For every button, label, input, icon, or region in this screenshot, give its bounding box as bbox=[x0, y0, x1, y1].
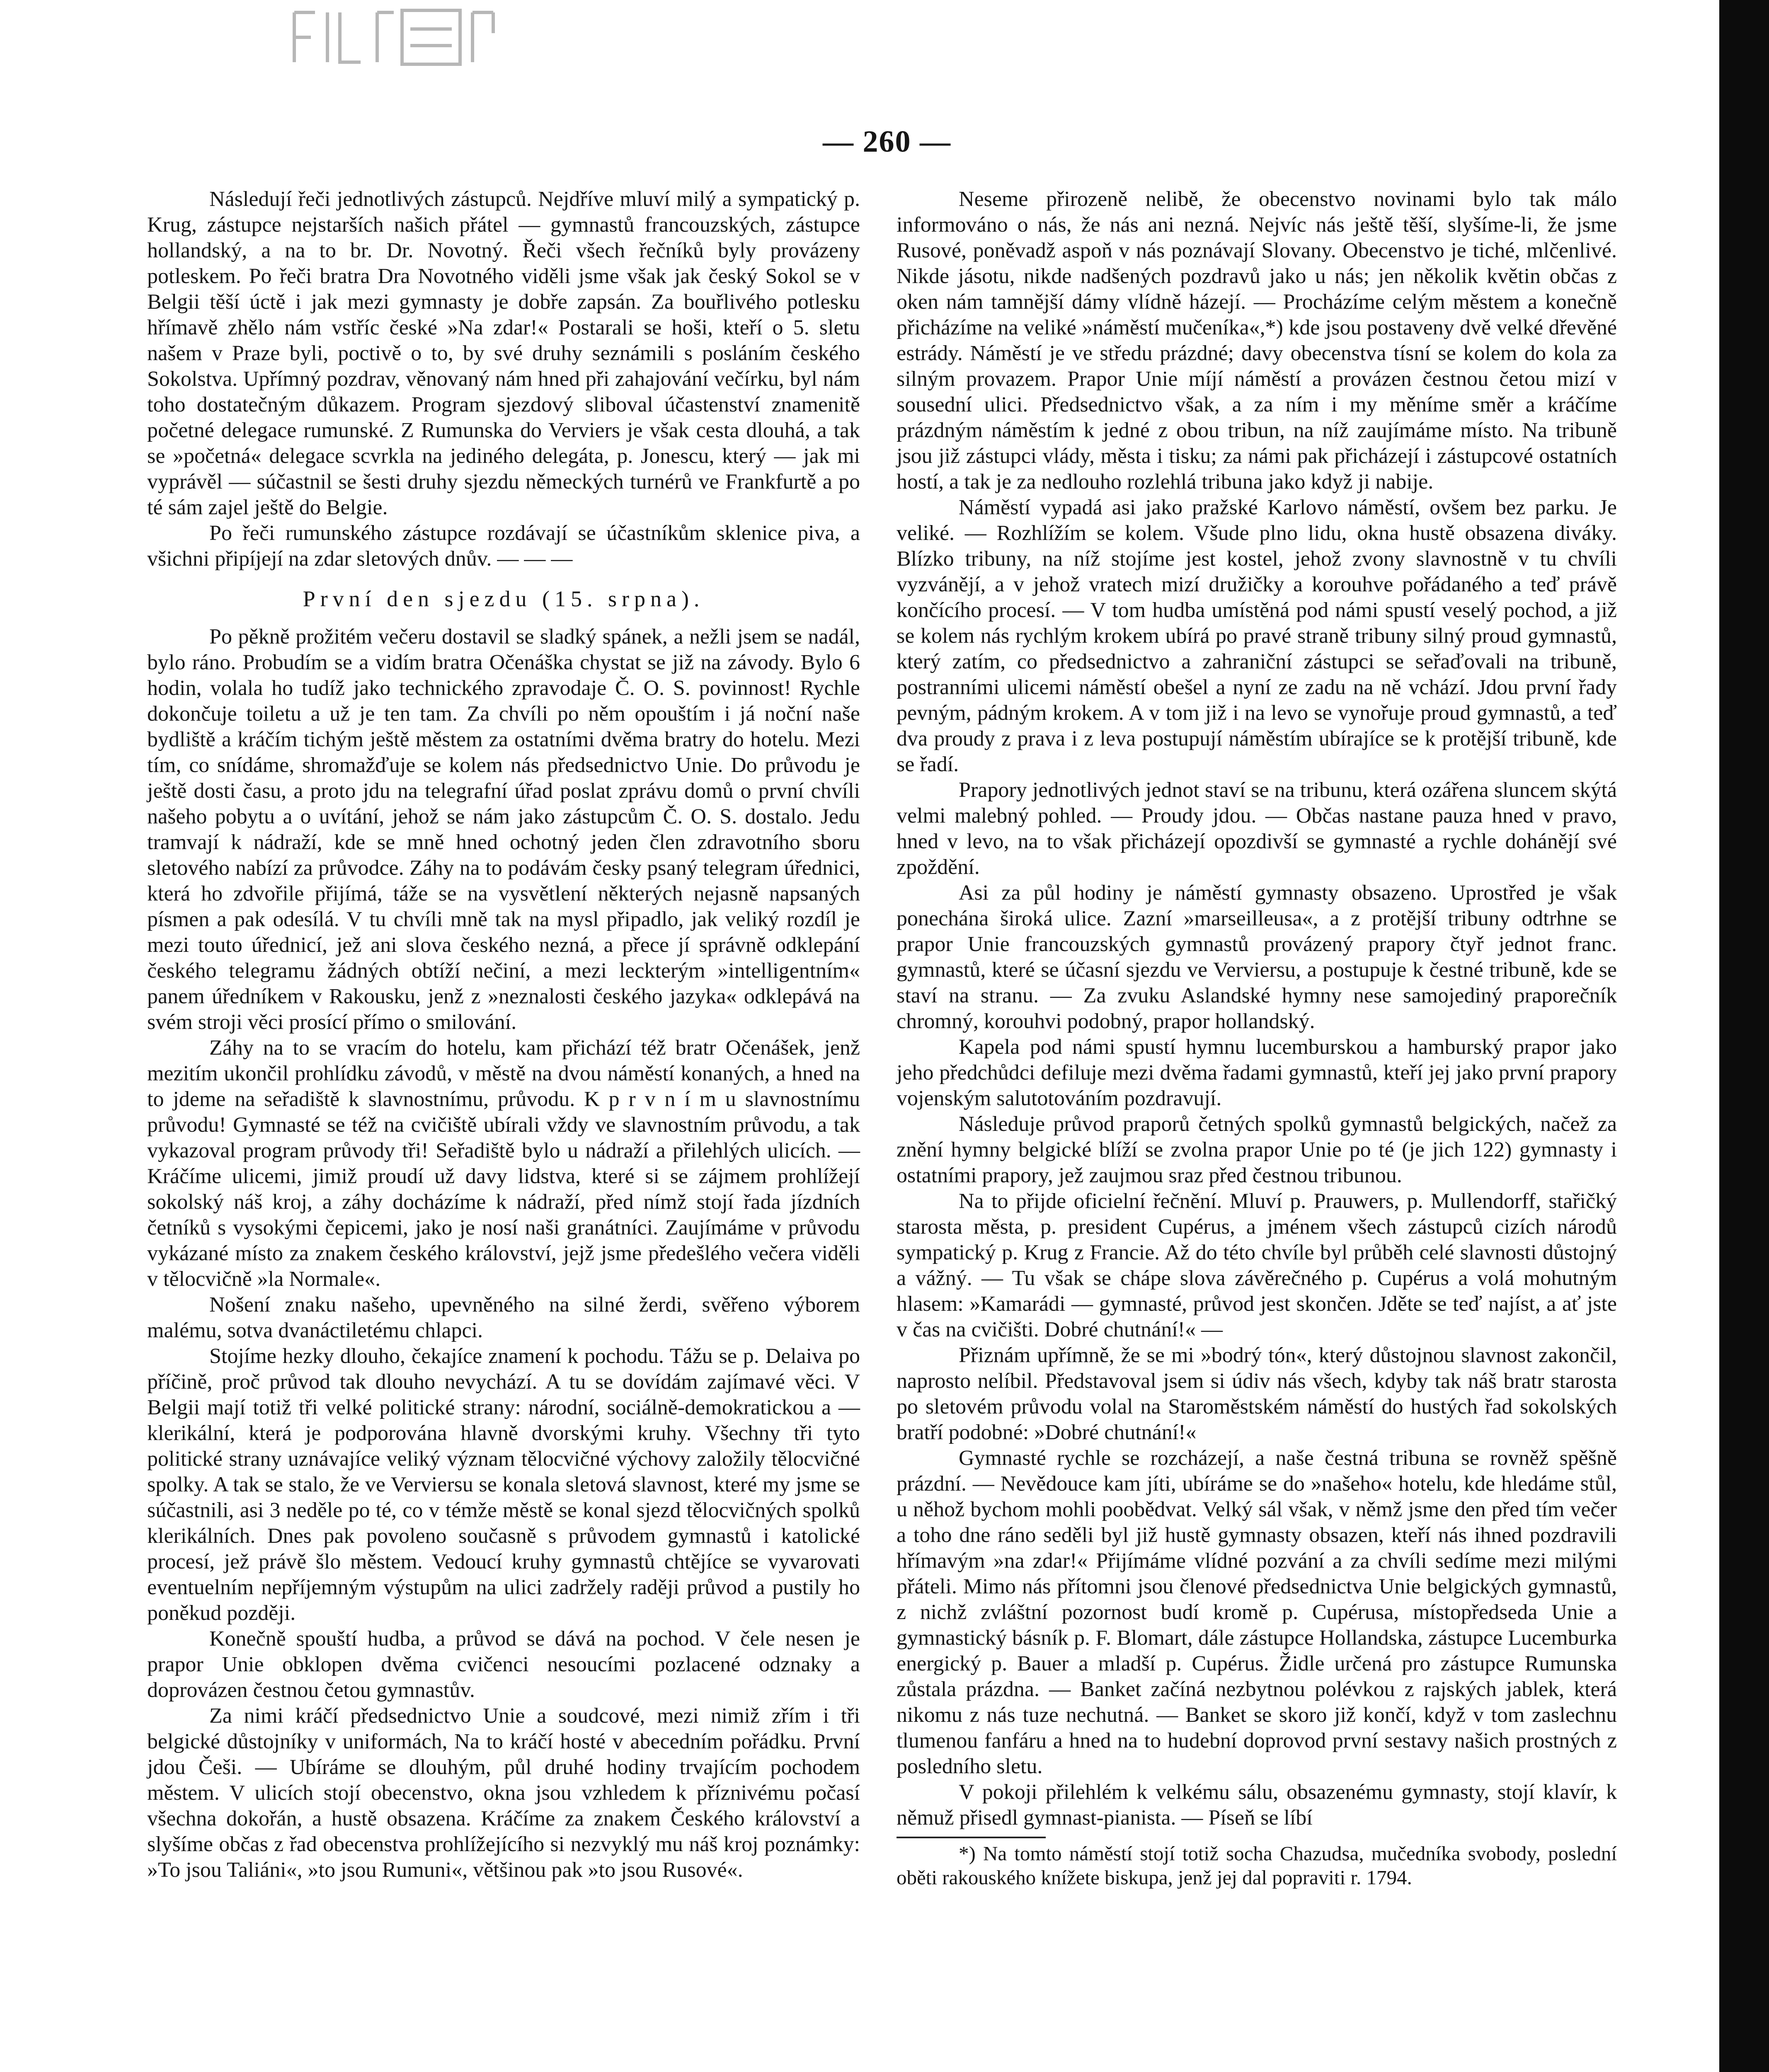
right-column-paragraphs bbox=[897, 186, 1617, 1831]
paragraph: Následují řeči jednotlivých zástupců. Nejdříve mluví milý a sympatický p. Krug, zástupce nejstarších našich přátel — gymnastů francouzských, zástupce hollandský, a na to br. Dr. Novotný. Řeči všech řečníků byly provázeny potleskem. Po řeči bratra Dra Novotného viděli jsme však jak český Sokol se v Belgii těší úctě i jak mezi gymnasty je dobře zapsán. Za bouřlivého potlesku hřímavě zhělo nám vstříc české »Na zdar!« Postarali se hoši, kteří o 5. sletu našem v Praze byli, poctivě o to, by své druhy seznámili s posláním českého Sokolstva. Upřímný pozdrav, věnovaný nám hned při zahajování večírku, byl nám toho dostatečným důkazem. Program sjezdový sliboval účastenství znamenitě početné delegace rumunské. Z Rumunska do Verviers je však cesta dlouhá, a tak se »početná« delegace scvrkla na jediného delegáta, p. Jonescu, který — jak mi vyprávěl — súčastnil se šesti druhy sjezdu německých turnérů ve Frankfurtě a po té sám zajel ještě do Belgie. bbox=[147, 187, 860, 519]
paragraph: Prapory jednotlivých jednot staví se na tribunu, která ozářena sluncem skýtá velmi malebný pohled. — Proudy jdou. — Občas nastane pauza hned v pravo, hned v levo, na to však přicházejí opozdivší se gymnasté a rychle dohánějí své zpoždění. bbox=[897, 778, 1617, 879]
paragraph: Konečně spouští hudba, a průvod se dává na pochod. V čele nesen je prapor Unie obklopen dvěma cvičenci nesoucími pozlacené odznaky a doprovázen čestnou četou gymnastův. bbox=[147, 1627, 860, 1702]
footnote: *) Na tomto náměstí stojí totiž socha Chazudsa, mučedníka svobody, poslední oběti rakouského knížete biskupa, jenž jej dal popraviti r. 1794. bbox=[897, 1842, 1617, 1889]
paragraph: Následuje průvod praporů četných spolků gymnastů belgických, načež za znění hymny belgické blíží se zvolna prapor Unie po té (je jich 122) gymnasty i ostatními prapory, jež zaujmou sraz před čestnou tribunou. bbox=[897, 1112, 1617, 1187]
paragraph: Nošení znaku našeho, upevněného na silné žerdi, svěřeno výborem malému, sotva dvanáctiletému chlapci. bbox=[147, 1293, 860, 1342]
footnote-rule bbox=[897, 1837, 1046, 1838]
paragraph: Po řeči rumunského zástupce rozdávají se účastníkům sklenice piva, a všichni připíjejí na zdar sletových dnův. — — — bbox=[147, 521, 860, 571]
paragraph: V pokoji přilehlém k velkému sálu, obsazenému gymnasty, stojí klavír, k němuž přisedl gymnast-pianista. — Píseň se líbí bbox=[897, 1780, 1617, 1830]
paragraph: Záhy na to se vracím do hotelu, kam přichází též bratr Očenášek, jenž mezitím ukončil prohlídku závodů, v městě na dvou náměstí konaných, a hned na to jdeme na seřadiště k slavnostnímu, průvodu. K p r v n í m u slavnostnímu průvodu! Gymnasté se též na cvičiště ubírali vždy ve slavnostním průvodu, a tak vykazoval program průvody tři! Seřadiště bylo u nádraží a přilehlých ulicích. — Kráčíme ulicemi, jimiž proudí už davy lidstva, které si se zájmem prohlížejí sokolský náš kroj, a záhy docházíme k nádraží, před nímž stojí řada jízdních četníků s vysokými čepicemi, jako je nosí naši granátníci. Zaujímáme v průvodu vykázané místo za znakem českého království, jejž jsme předešlého večera viděli v tělocvičně »la Normale«. bbox=[147, 1036, 860, 1291]
page-number: — 260 — bbox=[823, 125, 951, 159]
paragraph: Stojíme hezky dlouho, čekajíce znamení k pochodu. Tážu se p. Delaiva po příčině, proč průvod tak dlouho nevychází. A tu se dovídám zajímavé věci. V Belgii mají totiž tři velké politické strany: národní, sociálně-demokratickou a — klerikální, která je podporována hlavně dvorskými kruhy. Všechny tři tyto politické strany uznávajíce veliký význam tělocvičné výchovy založily tělocvičné spolky. A tak se stalo, že ve Verviersu se konala sletová slavnost, které my jsme se súčastnili, asi 3 neděle po té, co v témže městě se konal sjezd tělocvičných spolků klerikálních. Dnes pak povoleno současně s průvodem gymnastů i katolické procesí, jež právě šlo městem. Vedoucí kruhy gymnastů chtějíce se vyvarovati eventuelním nepříjemným výstupům na ulici zadržely raději průvod a pustily ho poněkud později. bbox=[147, 1344, 860, 1625]
paragraph: Na to přijde oficielní řečnění. Mluví p. Prauwers, p. Mullendorff, stařičký starosta města, p. president Cupérus, a jménem všech zástupců cizích národů sympatický p. Krug z Francie. Až do této chvíle byl průběh celé slavnosti důstojný a vážný. — Tu však se chápe slova závěrečného p. Cupérus a volá mohutným hlasem: »Kamarádi — gymnasté, průvod jest skončen. Jděte se teď najíst, a ať jste v čas na cvičišti. Dobré chutnání!« — bbox=[897, 1189, 1617, 1341]
paragraph: Náměstí vypadá asi jako pražské Karlovo náměstí, ovšem bez parku. Je veliké. — Rozhlížím se kolem. Všude plno lidu, okna hustě obsazena diváky. Blízko tribuny, na níž stojíme jest kostel, jehož zvony slavnostně v tu chvíli vyzvánějí, a v jehož vratech mizí družičky a korouhve pořádaného a teď právě končícího procesí. — V tom hudba umístěná pod námi spustí veselý pochod, a již se kolem nás rychlým krokem ubírá po pravé straně tribuny silný proud gymnastů, který zatím, co předsednictvo a zahraniční zástupci se seřaďovali na tribuně, postranními ulicemi náměstí obešel a nyní ze zadu na ně vchází. Jdou první řady pevným, pádným krokem. A v tom již i na levo se vynořuje proud gymnastů, a teď dva proudy z prava i z leva postupují náměstím ubírajíce se k protější tribuně, kde se řadí. bbox=[897, 496, 1617, 776]
paragraph: Za nimi kráčí předsednictvo Unie a soudcové, mezi nimiž zřím i tři belgické důstojníky v uniformách, Na to kráčí hosté v abecedním pořádku. První jdou Češi. — Ubíráme se dlouhým, půl druhé hodiny trvajícím pochodem městem. V ulicích stojí obecenstvo, okna jsou vzhledem k příznivému počasí všechna dokořán, a hustě obsazena. Kráčíme za znakem Českého království a slyšíme občas z řad obecenstva prohlížejícího si nezvyklý mu náš kroj poznámky: »To jsou Taliáni«, »to jsou Rumuni«, většinou pak »to jsou Rusové«. bbox=[147, 1704, 860, 1882]
section-heading: První den sjezdu (15. srpna). bbox=[303, 586, 705, 611]
paragraph: Po pěkně prožitém večeru dostavil se sladký spánek, a nežli jsem se nadál, bylo ráno. Probudím se a vidím bratra Očenáška chystat se již na závody. Bylo 6 hodin, volala ho tudíž jako technického zpravodaje Č. O. S. povinnost! Rychle dokončuje toiletu a už je ten tam. Za chvíli po něm opouštím i já noční naše bydliště a kráčím tichým ještě městem za ostatními dvěma bratry do hotelu. Mezi tím, co snídáme, shromažďuje se kolem nás předsednictvo Unie. Do průvodu je ještě dosti času, a proto jdu na telegrafní úřad poslat zprávu domů o první chvíli našeho pobytu a o uvítání, jehož se nám jako zástupcům Č. O. S. dostalo. Jedu tramvají k nádraží, kde se mně hned ochotný jeden člen zdravotního sboru sletového nabízí za průvodce. Záhy na to podávám česky psaný telegram úřednici, která ho zdvořile přijímá, táže se na vysvětlení některých nejasně napsaných písmen a pak odesílá. V tu chvíli mně tak na mysl připadlo, jak veliký rozdíl je mezi touto úřednicí, jež ani slova českého nezná, a přece jí správně odklepání českého telegramu žádných obtíží nečiní, a mezi leckterým »intelligentním« panem úředníkem v Rakousku, jenž z »neznalosti českého jazyka« odklepává na svém stroji věci prosící přímo o smilování. bbox=[147, 625, 860, 1034]
library-stamp bbox=[286, 4, 518, 70]
paragraph: Neseme přirozeně nelibě, že obecenstvo novinami bylo tak málo informováno o nás, že nás ani nezná. Nejvíc nás ještě těší, slyšíme-li, že jsme Rusové, poněvadž aspoň v nás poznávají Slovany. Obecenstvo je tiché, mlčenlivé. Nikde jásotu, nikde nadšených pozdravů jako u nás; jen několik květin občas z oken nám tamnější dámy vlídně házejí. — Procházíme celým městem a konečně přicházíme na veliké »náměstí mučeníka«,*) kde jsou postaveny dvě velké dřevěné estrády. Náměstí je ve středu prázdné; davy obecenstva tísní se kolem do kola za silným provazem. Prapor Unie míjí náměstí a provázen čestnou četou mizí v sousední ulici. Předsednictvo však, a za ním i my měníme směr a kráčíme prázdným náměstím k jedné z obou tribun, na níž zaujímáme místo. Na tribuně jsou již zástupci vlády, města i tisku; za námi pak přicházejí i zástupcové ostatních hostí, a tak je za nedlouho rozlehlá tribuna jako když ji nabije. bbox=[897, 187, 1617, 494]
left-column bbox=[147, 186, 860, 1883]
paragraph: Gymnasté rychle se rozcházejí, a naše čestná tribuna se rovněž spěšně prázdní. — Nevědouce kam jíti, ubíráme se do »našeho« hotelu, kde hledáme stůl, u něhož bychom mohli poobědvat. Velký sál však, v němž jsme den před tím večer a toho dne ráno seděli byl již hustě gymnasty obsazen, kteří nás ihned pozdravili hřímavým »na zdar!« Přijímáme vlídné pozvání a za chvíli sedíme mezi milými přáteli. Mimo nás přítomni jsou členové předsednictva Unie belgických gymnastů, z nichž zvláštní pozornost budí kromě p. Cupérusa, místopředseda Unie a gymnastický básník p. F. Blomart, dále zástupce Hollandska, zástupce Lucemburka energický p. Bauer a mladší p. Cupérus. Židle určená pro zástupce Rumunska zůstala prázdna. — Banket začíná nezbytnou polévkou z rajských jablek, která nikomu z nás tuze nechutná. — Banket se skoro již končí, když v tom zaslechnu tlumenou fanfáru a hned na to hudební doprovod první sestavy našich prostných z posledního sletu. bbox=[897, 1446, 1617, 1778]
paragraph: Asi za půl hodiny je náměstí gymnasty obsazeno. Uprostřed je však ponechána široká ulice. Zazní »marseilleusa«, a z protější tribuny odtrhne se prapor Unie francouzských gymnastů provázený prapory čtyř jednot franc. gymnastů, které se účasní sjezdu ve Verviersu, a postupuje k čestné tribuně, kde se staví na stranu. — Za zvuku Aslandské hymny nese samojediný praporečník chromný, korouhvi podobný, prapor hollandský. bbox=[897, 881, 1617, 1033]
paragraph: Přiznám upřímně, že se mi »bodrý tón«, který důstojnou slavnost zakončil, naprosto nelíbil. Představoval jsem si údiv nás všech, kdyby tak náš bratr starosta po sletovém průvodu volal na Staroměstském náměstí do hustých řad sokolských bratří podobné: »Dobré chutnání!« bbox=[897, 1343, 1617, 1444]
paragraph: Kapela pod námi spustí hymnu lucemburskou a hamburský prapor jako jeho předchůdci defiluje mezi dvěma řadami gymnastů, kteří jej jako první prapory vojenským salutotováním pozdravují. bbox=[897, 1035, 1617, 1110]
right-column bbox=[897, 186, 1617, 1890]
scan-edge-right bbox=[1719, 0, 1769, 2072]
